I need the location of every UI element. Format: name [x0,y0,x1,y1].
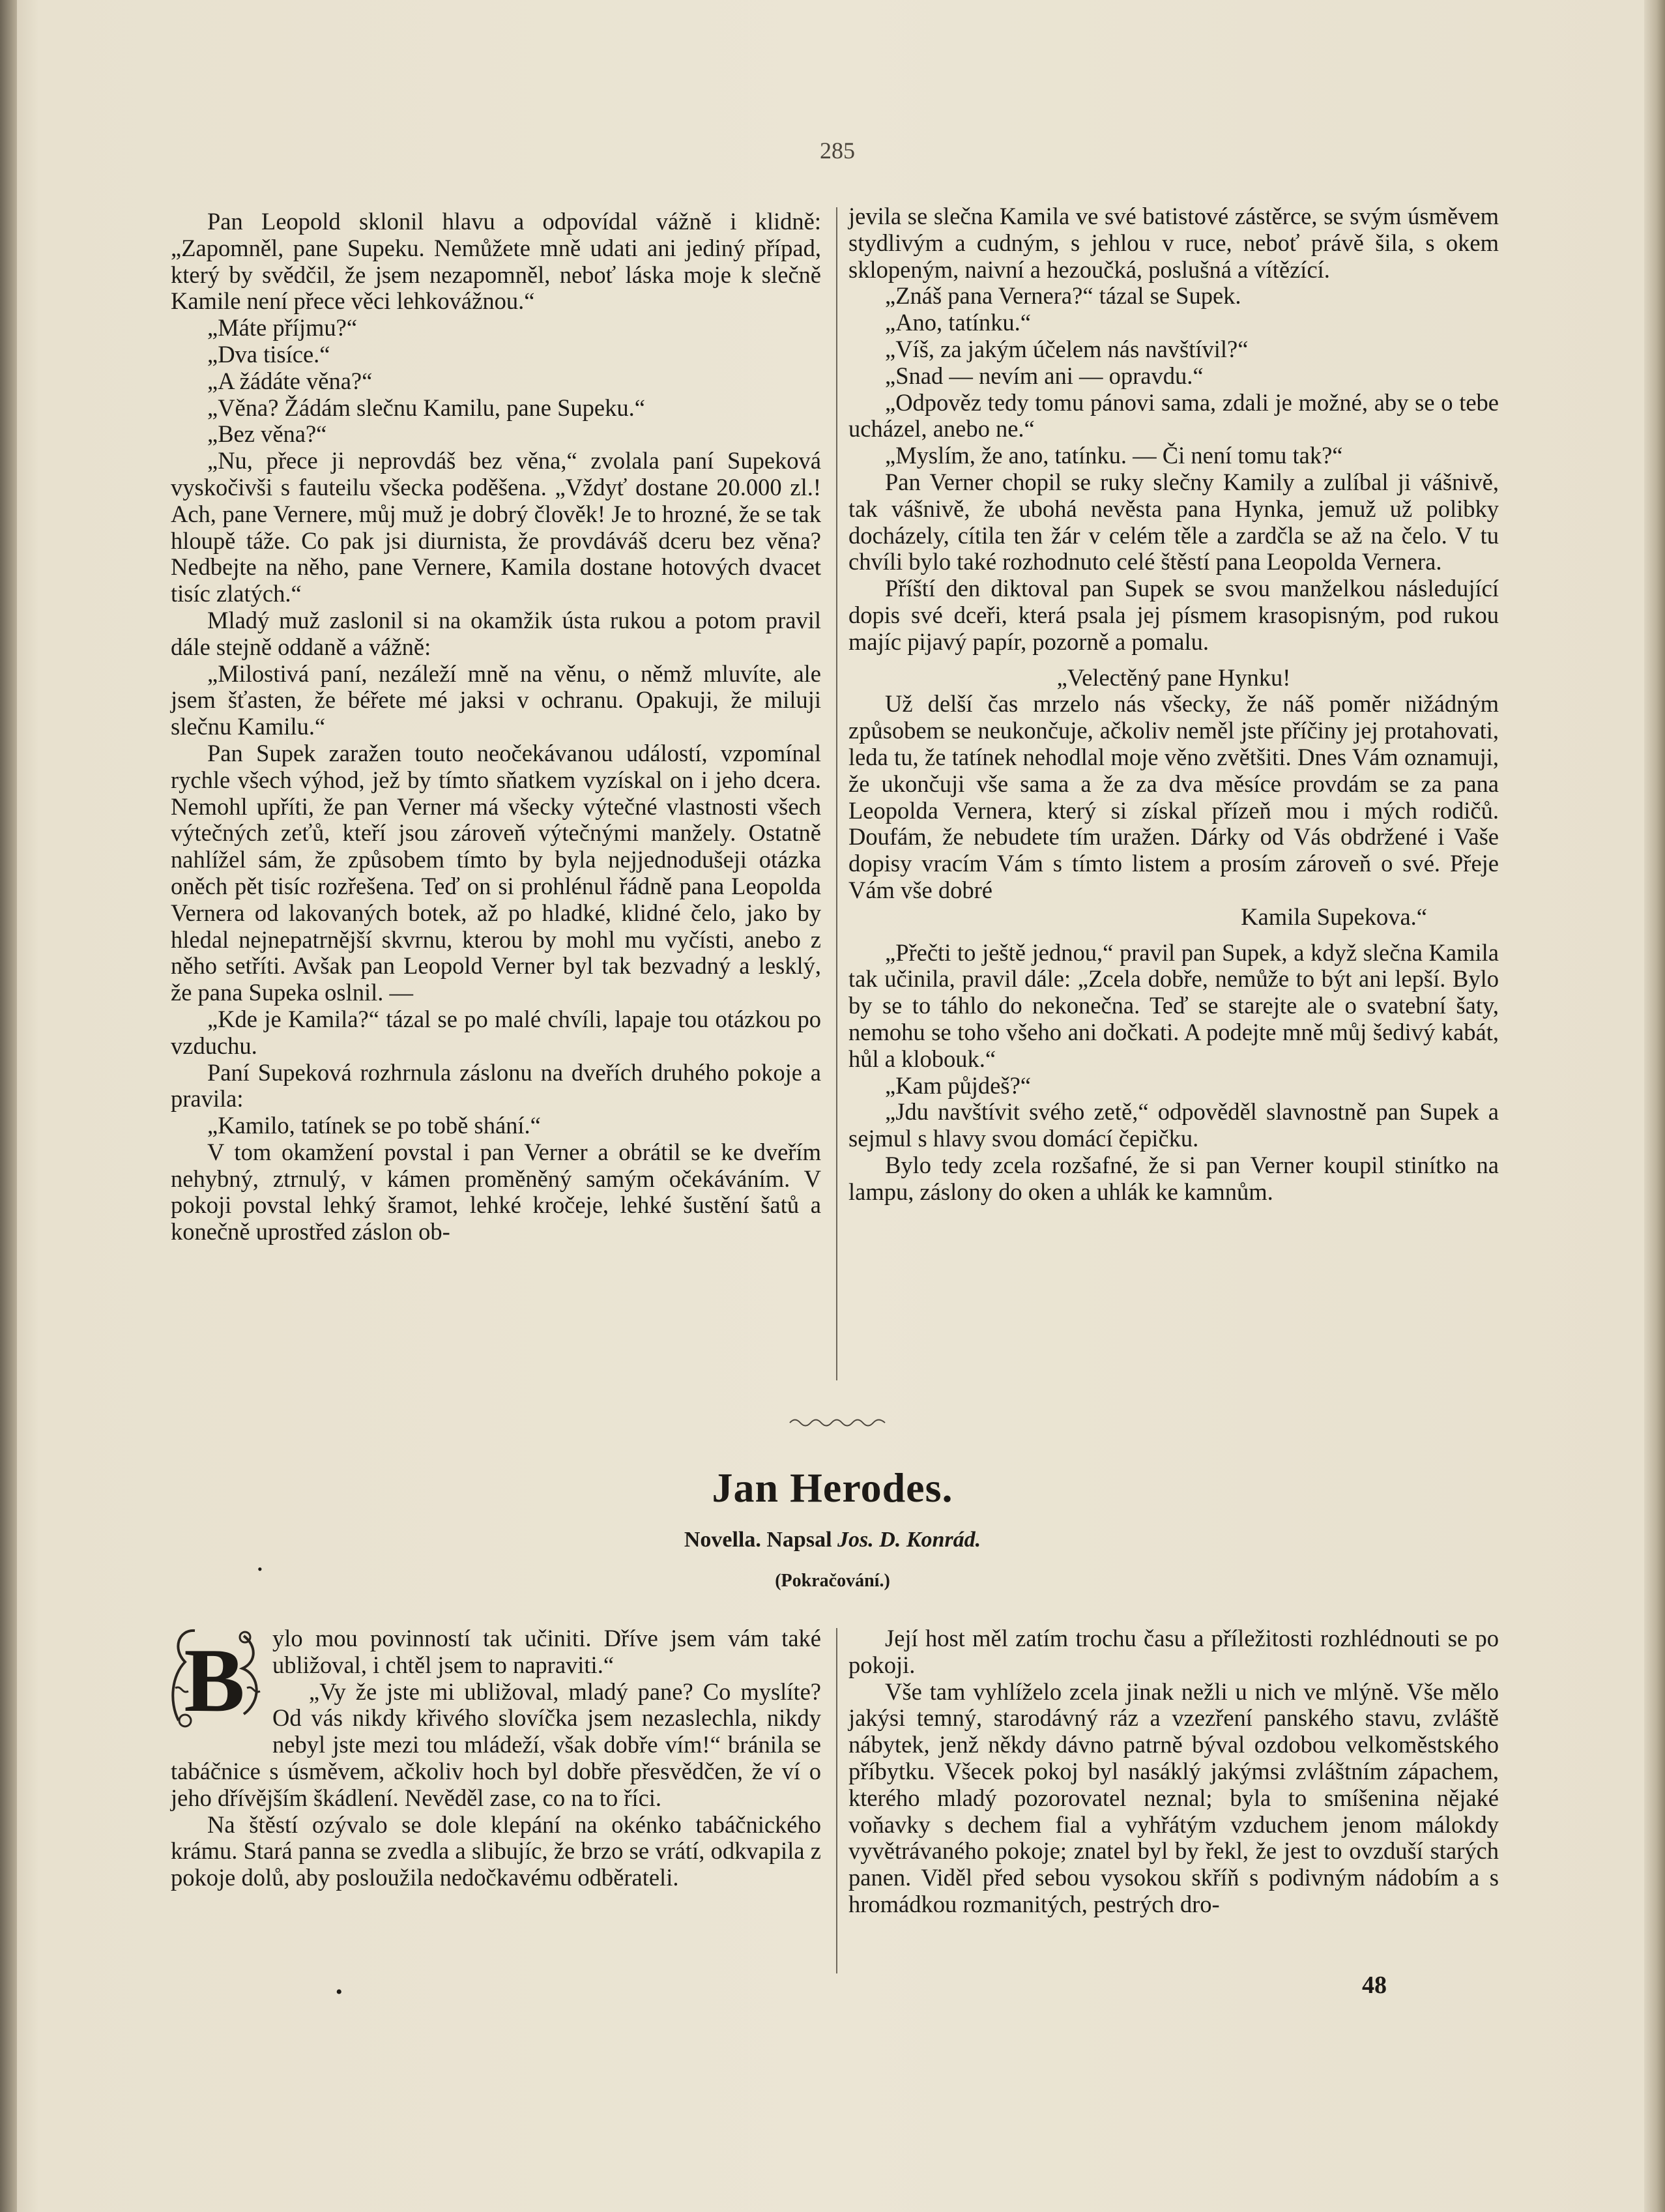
paragraph: „Jdu navštívit svého zetě,“ odpověděl slavnostně pan Supek a sejmul s hlavy svou domácí čepičku. [848,1098,1499,1152]
paragraph: „Kde je Kamila?“ tázal se po malé chvíli, lapaje tou otázkou po vzduchu. [171,1005,821,1059]
continuation-note: (Pokračování.) [775,1571,890,1591]
paragraph: Bylo tedy zcela rozšafné, že si pan Verner koupil stinítko na lampu, záslony do oken a uhlák ke kamnům. [848,1151,1499,1205]
paragraph: Pan Supek zaražen touto neočekávanou událostí, vzpomínal rychle všech výhod, jež by tímto sňatkem vyzískal on i jeho dcera. Nemohl upříti, že pan Verner má všecky výtečné vlastnosti všech výtečných zeťů, kteří jsou zároveň výtečnými manžely. Ostatně nahlížel sám, že způsobem tímto by byla nejjednodušeji otázka oněch pět tisíc rozřešena. Teď on si prohlénul řádně pana Leopolda Vernera od lakovaných botek, až po hladké, klidné čelo, jako by hledal nejnepatrnější skvrnu, kterou by mohl mu vyčísti, anebo z něho setříti. Avšak pan Leopold Verner byl tak bezvadný a lesklý, že pana Supeka oslnil. — [171,739,821,1006]
paragraph: Pan Verner chopil se ruky slečny Kamily a zulíbal ji vášnivě, tak vášnivě, že ubohá nevěsta pana Hynka, jemuž už polibky docházely, cítila ten žár v celém těle a zardčla se až na čelo. V tu chvíli bylo také rozhodnuto celé štěstí pana Leopolda Vernera. [848,468,1499,575]
paragraph: Vše tam vyhlíželo zcela jinak nežli u nich ve mlýně. Vše mělo jakýsi temný, starodávný ráz a vzezření panského stavu, zvláště nábytek, jenž někdy dávno patrně býval ozdobou velkoměstského příbytku. Všecek pokoj byl nasáklý jakýmsi zvláštním zápachem, kterého mladý pozorovatel neznal; byla to smíšenina nějaké voňavky s dechem fial a vyhřátým vzduchem jenom málokdy vyvětrávaného pokoje; znatel byl by řekl, že jest to ovzduší starých panen. Viděl před sebou vysokou skříň s podivným nádobím a s hromádkou rozmanitých, pestrých dro- [848,1678,1499,1917]
letter-body: Už delší čas mrzelo nás všecky, že náš poměr nižádným způsobem se neukončuje, ačkoliv neměl jste příčiny jej protahovati, leda tu, že tatínek nehodlal moje věno zvětšiti. Dnes Vám oznamuji, že ukončuji vše sama a že za dva měsíce provdám se za pana Leopolda Vernera, který si získal přízeň mou i mých rodičů. Doufám, že nebudete tím uražen. Dárky od Vás obdržené i Vaše dopisy vracím Vám s tímto listem a prosím zároveň o své. Přeje Vám vše dobré [848,690,1499,903]
paragraph: „Bez věna?“ [207,420,327,448]
paragraph: „Snad — nevím ani — opravdu.“ [885,362,1204,389]
paragraph: „Odpověz tedy tomu pánovi sama, zdali je možné, aby se o tebe ucházel, anebo ne.“ [848,388,1499,443]
paragraph: „Věna? Žádám slečnu Kamilu, pane Supeku.“ [207,394,645,421]
column-divider-top [836,207,837,1380]
paragraph: „Přečti to ještě jednou,“ pravil pan Supek, a když slečna Kamila tak učinila, pravil dále: „Zcela dobře, nemůže to být ani lepší. Bylo by se to táhlo do nekonečna. Teď se starejte ale o svatební šaty, nemohu se toho všeho ani dočkati. A podejte mně můj šedivý kabát, hůl a klobouk.“ [848,939,1499,1072]
letter-salutation: „Velectěný pane Hynku! [1056,663,1291,691]
paragraph: „Dva tisíce.“ [207,340,330,368]
paragraph: „Kam půjdeš?“ [885,1071,1031,1099]
column-right-bottom [848,1625,1499,1918]
paragraph: „Znáš pana Vernera?“ tázal se Supek. [885,282,1241,310]
paragraph: „Kamilo, tatínek se po tobě shání.“ [207,1112,541,1139]
paragraph: „A žádáte věna?“ [207,367,373,394]
letter-signature: Kamila Supekova.“ [1241,903,1427,930]
section-ornament [789,1416,886,1430]
byline-prefix: Novella. Napsal [684,1528,832,1552]
book-spine-shadow [0,0,17,2212]
column-left-top [171,209,821,1245]
paragraph: „Vy že jste mi ubližoval, mladý pane? Co myslíte? Od vás nikdy křivého slovíčka jsem nezaslechla, nikdy nebyl jste mezi tou mládeží, však dobře vím!“ bránila se tabáčnice s úsměvem, ačkoliv hoch byl dobře přesvědčen, že ví o jeho dřívějším škádlení. Nevěděl zase, co na to říci. [171,1678,821,1811]
paragraph: „Myslím, že ano, tatínku. — Či není tomu tak?“ [885,442,1343,469]
ornamental-initial-b-icon [166,1623,263,1734]
printer-signature-number: 48 [1362,1972,1387,1999]
page-edge [1644,0,1665,2212]
author-name: Jos. D. Konrád. [837,1528,981,1552]
column-right-top [848,203,1499,1205]
paragraph: ylo mou povinností tak učiniti. Dříve jsem vám také ubližoval, i chtěl jsem to napraviti.“ [272,1625,821,1678]
paragraph: „Milostivá paní, nezáleží mně na věnu, o němž mluvíte, ale jsem šťasten, že béřete mé jaksi v ochranu. Opakuji, že miluji slečnu Kamilu.“ [171,660,821,740]
page-number: 285 [820,138,855,164]
drop-cap-letter: B [184,1630,245,1731]
column-divider-bottom [836,1628,837,1973]
paragraph: Mladý muž zaslonil si na okamžik ústa rukou a potom pravil dále stejně oddaně a vážně: [171,606,821,660]
paragraph: Pan Leopold sklonil hlavu a odpovídal vážně i klidně: „Zapomněl, pane Supeku. Nemůžete mně udati ani jediný případ, který by svědčil, že jsem nezapomněl, neboť láska moje k slečně Kamile není přece věci lehkovážnou.“ [171,208,821,315]
print-speck: • [257,1561,263,1577]
drop-cap-initial [166,1623,263,1734]
paragraph: Paní Supeková rozhrnula záslonu na dveřích druhého pokoje a pravila: [171,1058,821,1113]
story-byline [0,1528,1665,1552]
paragraph: „Ano, tatínku.“ [885,309,1032,336]
paragraph: Příští den diktoval pan Supek se svou manželkou následující dopis své dceři, která psala jej písmem krasopisným, pod rukou majíc pijavý papír, pozorně a pomalu. [848,575,1499,655]
paragraph: Na štěstí ozývalo se dole klepání na okénko tabáčnického krámu. Stará panna se zvedla a slibujíc, že brzo se vrátí, odkvapila z pokoje dolů, aby posloužila nedočkavému odběrateli. [171,1811,821,1891]
paragraph: jevila se slečna Kamila ve své batistové zástěrce, se svým úsměvem stydlivým a cudným, s jehlou v ruce, neboť právě šila, s okem sklopeným, naivní a hezoučká, poslušná a vítězící. [848,203,1499,283]
story-title: Jan Herodes. [712,1464,953,1511]
column-left-bottom [171,1625,821,1891]
paragraph: Její host měl zatím trochu času a příležitosti rozhlédnouti se po pokoji. [848,1625,1499,1678]
paragraph: „Nu, přece ji neprovdáš bez věna,“ zvolala paní Supeková vyskočivši s fauteilu všecka poděšena. „Vždyť dostane 20.000 zl.! Ach, pane Vernere, můj muž je dobrý člověk! Je to hrozné, že se tak hloupě táže. Co pak jsi diurnista, že provdáváš dceru bez věna? Nedbejte na něho, pane Vernere, Kamila dostane hotových dvacet tisíc zlatých.“ [171,447,821,607]
paragraph: V tom okamžení povstal i pan Verner a obrátil se ke dveřím nehybný, ztrnulý, v kámen proměněný samým očekáváním. V pokoji povstal lehký šramot, lehké kročeje, lehké šustění šatů a konečně uprostřed záslon ob- [171,1138,821,1245]
print-speck: • [336,1981,343,2003]
paragraph: „Víš, za jakým účelem nás navštívil?“ [885,335,1249,362]
paragraph: „Máte příjmu?“ [207,314,358,342]
